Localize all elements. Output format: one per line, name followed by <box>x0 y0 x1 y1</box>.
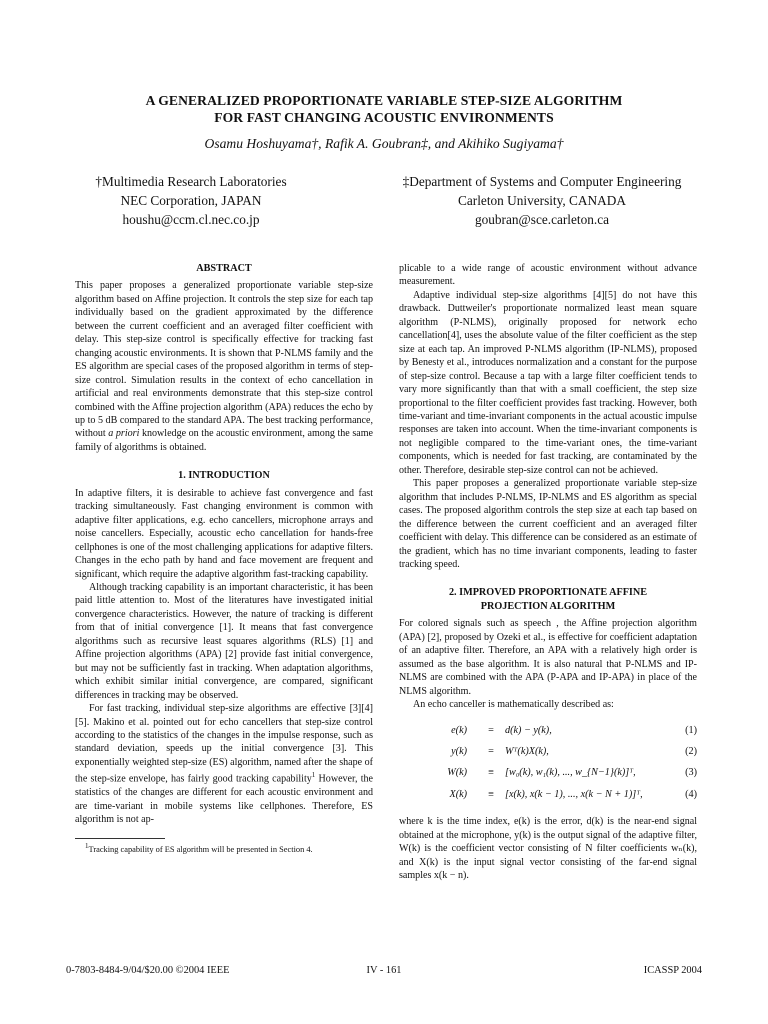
section2-paragraph-2: An echo canceller is mathematically described as: <box>413 699 614 711</box>
intro-paragraph-1: In adaptive filters, it is desirable to achieve fast convergence and fast tracking simultaneously. Fast changing environment is common with adaptive filter applications, e.g. echo cancellers, microphone arrays and noise cancellers. Especially, acoustic echo cancellation for hands-free cellphones is one of the most challenging applications for adaptive filters. Changes in the echo path by hand and face movement are frequent and significant, which require the adaptive algorithm fast-tracking capability. <box>75 487 373 580</box>
paper-title <box>0 92 768 126</box>
footnote-rule <box>75 838 165 839</box>
footer-page-number: IV - 161 <box>366 965 402 976</box>
equation-row: X(k) ≡ [x(k), x(k − 1), ..., x(k − N + 1)]ᵀ, (4) <box>449 788 697 800</box>
abstract-heading: ABSTRACT <box>196 263 252 274</box>
equation-row: W(k) ≡ [w₀(k), w₁(k), ..., w_{N−1}(k)]ᵀ, (3) <box>447 767 697 779</box>
abstract-italic: a priori <box>108 428 140 440</box>
footer-conference: ICASSP 2004 <box>643 965 702 976</box>
right-paragraph-1: Adaptive individual step-size algorithms [4][5] do not have this drawback. Duttweiler's proportionate normalized least mean square algorithm (P-NLMS), originally proposed for network echo cancellation[4], uses the absolute value of the filter coefficient as the step size at each tap. An improved P-NLMS algorithm (IP-NLMS), proposed by Benesty et al., introduces normalization and a constant for the purpose of step-size control. Because a tap with a large filter coefficient tends to vary more significantly than that with a small coefficient, the step size proportional to the filter coefficient provides fast tracking. However, both time-variant and time-invariant components in the actual acoustic impulse responses are taken into account. When the time-invariant components is not negligible compared to the time-variant ones, the time-variant components, which is needed for fast tracking, are contaminated by the other. Therefore, desirable step-size control can not be achieved. <box>399 289 697 476</box>
section2-paragraph-3: where k is the time index, e(k) is the error, d(k) is the near-end signal obtained at the microphone, y(k) is the output signal of the adaptive filter, W(k) is the coefficient vector consisting of N filter coefficients wₙ(k), and X(k) is the input signal vector consisting of the far-end signal samples x(k − n). <box>399 816 697 882</box>
section2-heading: 2. IMPROVED PROPORTIONATE AFFINE PROJECTION ALGORITHM <box>448 587 648 612</box>
equations <box>399 722 697 808</box>
right-paragraph-2: This paper proposes a generalized proportionate variable step-size algorithm that includes P-NLMS, IP-NLMS and ES algorithm as special cases. The proposed algorithm controls the step size at each tap based on the difference between the current coefficient and an averaged filter coefficient with delay. This difference can be considered as an estimate of the gradient, which has no time invariant components, leading to faster tracking speed. <box>399 478 697 570</box>
affiliation-right-email: goubran@sce.carleton.ca <box>474 212 610 227</box>
authors: Osamu Hoshuyama†, Rafik A. Goubran‡, and Akihiko Sugiyama† <box>204 136 564 151</box>
affiliation-left-email: houshu@ccm.cl.nec.co.jp <box>122 212 260 227</box>
section2-paragraph-1: For colored signals such as speech , the Affine projection algorithm (APA) [2], proposed by Ozeki et al., is effective for coefficient adaptation of an adaptive filter. Therefore, an APA with a relatively high order is assumed as the base algorithm. It is also natural that P-NLMS and IP-NLMS are combined with the APA (P-APA and IP-APA) in place of the NLMS algorithm. <box>399 618 697 697</box>
title-line-2: FOR FAST CHANGING ACOUSTIC ENVIRONMENTS <box>214 110 554 125</box>
equation-row: e(k) = d(k) − y(k), (1) <box>451 724 697 736</box>
left-column <box>75 262 373 855</box>
intro-paragraph-3: For fast tracking, individual step-size algorithms are effective [3][4][5]. Makino et al. pointed out for echo cancellers that step-size control according to the statistics of the changes in the impulse response, such as standard deviation, speeds up the initial convergence [3]. This exponentially weighted step-size (ES) algorithm, named after the shape of the step-size envelope, has fairly good tracking capability$^1$ However, the statistics of the changes are different for each acoustic environment and are time-variant in mobile systems like cellphones. Therefore, ES algorithm is not ap- <box>75 703 373 826</box>
title-line-1: A GENERALIZED PROPORTIONATE VARIABLE STEP-SIZE ALGORITHM <box>145 93 623 108</box>
affiliation-left-org: NEC Corporation, JAPAN <box>120 193 262 208</box>
right-paragraph-0: plicable to a wide range of acoustic environment without advance measurement. <box>399 263 697 288</box>
footnote-marker: 1 <box>311 771 316 780</box>
intro-paragraph-2: Although tracking capability is an important characteristic, it has been paid little attention to. Most of the literatures have investigated initial convergence characteristics. However, the nature of tracking is different from that of initial convergence [1]. It means that fast convergence algorithms such as recursive least squares algorithms (RLS) [1] and Affine projection algorithms (APA) [2] provide fast initial convergence, but may not be sufficiently fast in tracking. When adaptation algorithms, which exhibit similar initial convergence, are compared, significant differences in tracking may be observed. <box>75 581 373 701</box>
footnote: $^1$Tracking capability of ES algorithm will be presented in Section 4. <box>85 842 313 855</box>
affiliation-right-org: Carleton University, CANADA <box>458 193 626 208</box>
affiliation-left <box>26 172 356 229</box>
affiliation-right <box>322 172 762 229</box>
intro-heading: 1. INTRODUCTION <box>178 470 270 482</box>
right-column <box>399 262 697 883</box>
affiliation-right-dept: ‡Department of Systems and Computer Engineering <box>402 174 682 189</box>
abstract-text: This paper proposes a generalized proportionate variable step-size algorithm based on Affine projection. It controls the step size for each tap individually based on the gradient approximated by the difference between the current coefficient and an averaged filter coefficient with delay. This step-size control is specifically effective for tracking fast changing acoustic environments. It is shown that P-NLMS family and the ES algorithm are special cases of the proposed algorithm in terms of step-size control. Simulation results in the context of echo cancellation in artificial and real environments demonstrate that this step-size control combined with the Affine projection algorithm (APA) reduces the echo by up to 5 dB compared to the standard APA. The best tracking performance, without a priori knowledge on the acoustic environment, among the same family of algorithms is obtained. <box>75 280 373 453</box>
equation-row: y(k) = Wᵀ(k)X(k), (2) <box>451 745 697 757</box>
affiliation-left-dept: †Multimedia Research Laboratories <box>95 174 287 189</box>
footer-copyright: 0-7803-8484-9/04/$20.00 ©2004 IEEE <box>66 965 230 976</box>
